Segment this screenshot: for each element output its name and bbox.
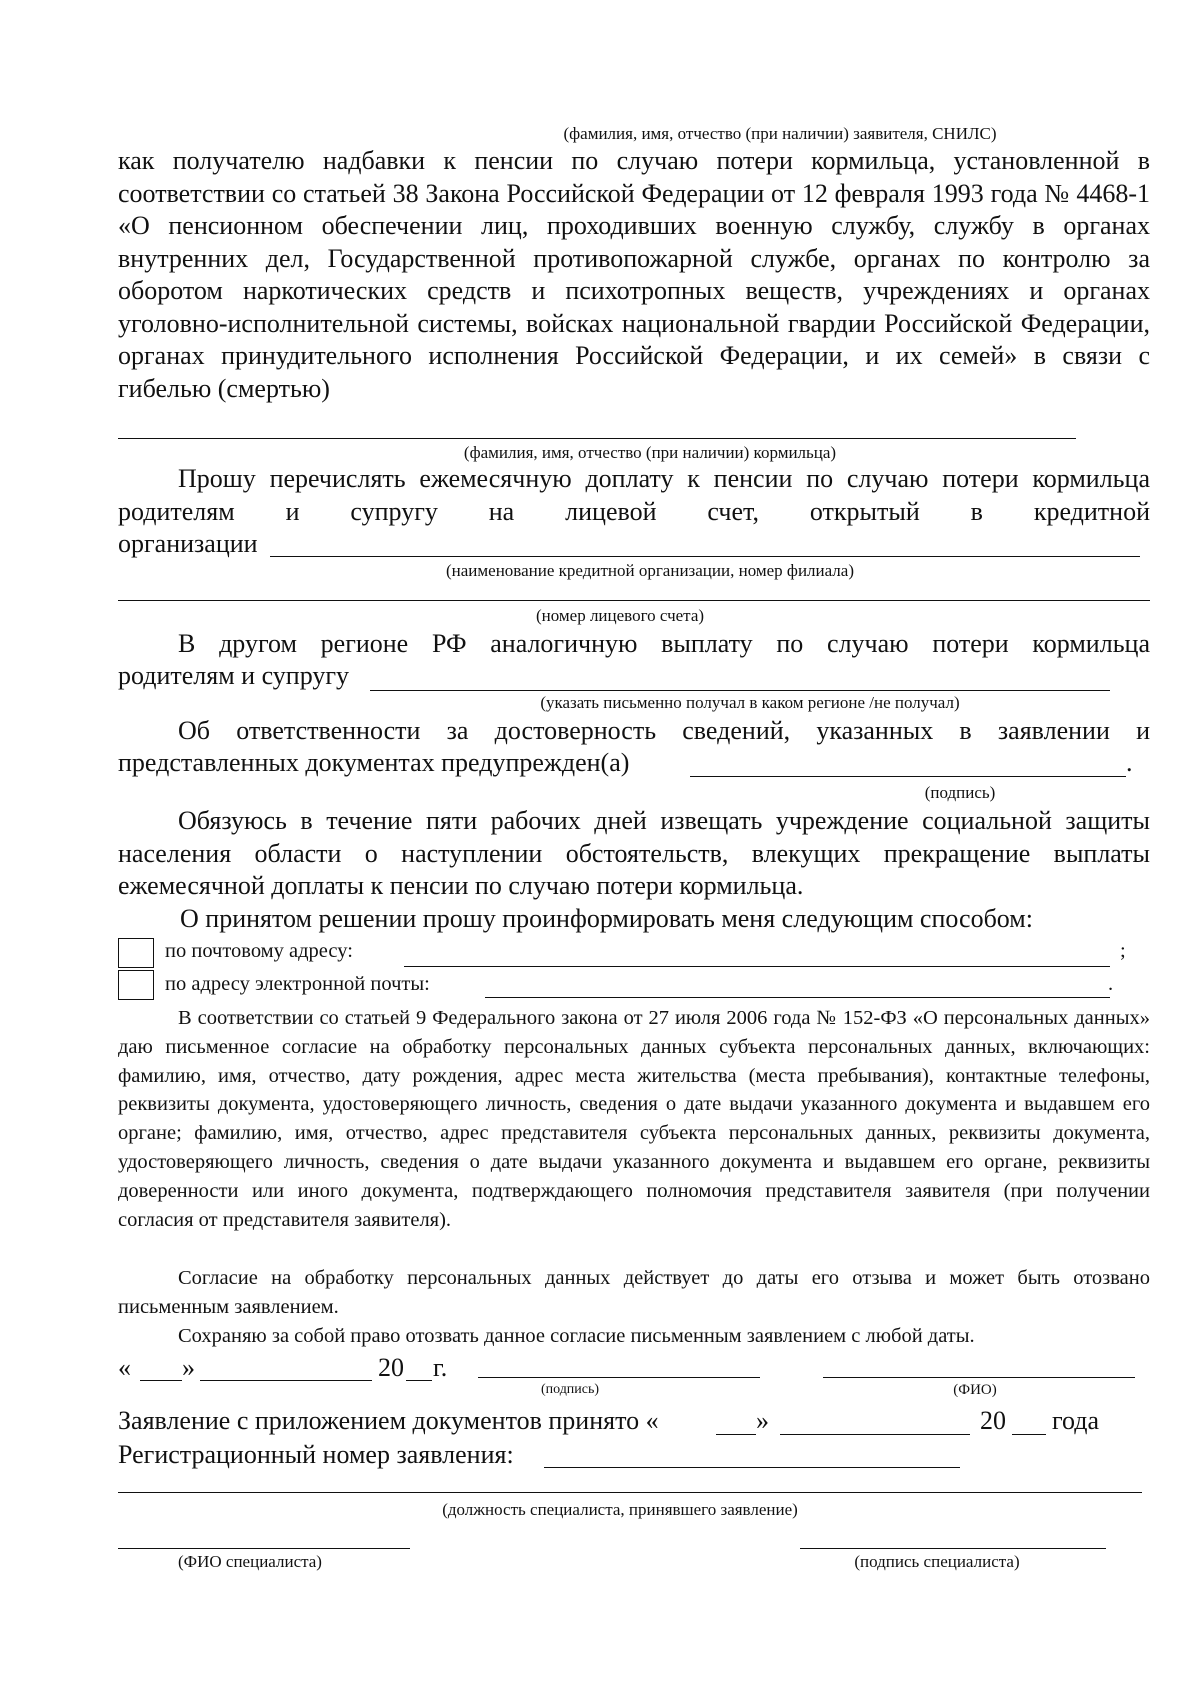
post-address-line[interactable] — [404, 966, 1110, 967]
consent-valid-text: Согласие на обработку персональных данных действует до даты его отзыва и может быть отозвано письменным заявлением. — [118, 1267, 1150, 1318]
date-close-quote: » — [182, 1353, 195, 1382]
reg-number-label: Регистрационный номер заявления: — [118, 1440, 514, 1469]
applicant-signature-line[interactable] — [478, 1377, 760, 1378]
consent-valid-block — [118, 1264, 1150, 1322]
specialist-fio-caption: (ФИО специалиста) — [178, 1552, 322, 1571]
responsibility-label: представленных документах предупрежден(а) — [118, 748, 630, 777]
account-caption: (номер лицевого счета) — [535, 606, 705, 625]
responsibility-signature-line[interactable] — [690, 776, 1126, 777]
paragraph-responsibility — [118, 715, 1150, 748]
post-checkbox[interactable] — [118, 938, 154, 968]
email-checkbox[interactable] — [118, 970, 154, 1000]
specialist-fio-line[interactable] — [118, 1548, 410, 1549]
date-year-line[interactable] — [406, 1380, 432, 1381]
other-region-label: родителям и супругу — [118, 661, 350, 690]
paragraph-recipient-text: как получателю надбавки к пенсии по случаю потери кормильца, установленной в соответствии со статьей 38 Закона Российской Федерации от 12 февраля 1993 года № 4468-1 «О пенсионном обеспечении лиц, проходивших военную службу, службу в органах внутренних дел, Государственной противопожарной службе, органах по контролю за оборотом наркотических средств и психотропных веществ, учреждениях и органах уголовно-исполнительной системы, войсках национальной гвардии Российской Федерации, органах принудительного исполнения Российской Федерации, и их семей» в связи с гибелью (смертью) — [118, 146, 1150, 403]
account-number-line[interactable] — [118, 600, 1150, 601]
applicant-fio-line[interactable] — [823, 1377, 1135, 1378]
paragraph-obligation-text: Обязуюсь в течение пяти рабочих дней извещать учреждение социальной защиты населения области о наступлении обстоятельств, влекущих прекращение выплаты ежемесячной доплаты к пенсии по случаю потери кормильца. — [118, 806, 1150, 900]
consent-revoke-block — [118, 1322, 1150, 1351]
paragraph-recipient — [118, 145, 1150, 405]
consent-block — [118, 1004, 1150, 1234]
signature-caption-2: (подпись) — [540, 1382, 600, 1397]
region-caption: (указать письменно получал в каком регионе /не получал) — [540, 693, 960, 712]
specialist-signature-line[interactable] — [800, 1548, 1106, 1549]
applicant-caption: (фамилия, имя, отчество (при наличии) заявителя, СНИЛС) — [563, 124, 997, 143]
post-label: по почтовому адресу: — [165, 940, 353, 962]
email-label: по адресу электронной почты: — [165, 973, 430, 995]
fio-caption: (ФИО) — [953, 1382, 997, 1398]
date-year-prefix: 20 — [378, 1353, 404, 1382]
signature-caption-1: (подпись) — [924, 783, 996, 802]
email-address-line[interactable] — [485, 997, 1110, 998]
paragraph-responsibility-text: Об ответственности за достоверность сведений, указанных в заявлении и — [178, 716, 1150, 745]
specialist-signature-caption: (подпись специалиста) — [854, 1552, 1020, 1571]
paragraph-obligation — [118, 805, 1150, 903]
paragraph-transfer-text: Прошу перечислять ежемесячную доплату к пенсии по случаю потери кормильца родителям и супругу на лицевой счет, открытый в кредитной — [118, 464, 1150, 526]
consent-revoke-text: Сохраняю за собой право отозвать данное согласие письменным заявлением с любой даты. — [178, 1325, 975, 1347]
accepted-year-suffix: года — [1052, 1406, 1100, 1435]
date-open-quote: « — [118, 1353, 131, 1382]
reg-number-line[interactable] — [544, 1467, 960, 1468]
accepted-day-line[interactable] — [716, 1434, 756, 1435]
position-line[interactable] — [118, 1492, 1142, 1493]
paragraph-other-region — [118, 628, 1150, 661]
accepted-year-line[interactable] — [1012, 1434, 1046, 1435]
other-region-line[interactable] — [370, 690, 1110, 691]
accepted-year-prefix: 20 — [980, 1406, 1006, 1435]
date-year-suffix: г. — [433, 1353, 448, 1382]
consent-text: В соответствии со статьей 9 Федерального закона от 27 июля 2006 года № 152-ФЗ «О персональных данных» даю письменное согласие на обработку персональных данных субъекта персональных данных, включающих: фамилию, имя, отчество, дату рождения, адрес места жительства (места пребывания), контактные телефоны, реквизиты документа, удостоверяющего личность, сведения о дате выдачи указанного документа и выдавшем его органе; фамилию, имя, отчество, адрес представителя субъекта персональных данных, реквизиты документа, удостоверяющего личность, сведения о дате выдачи указанного документа и выдавшем его органе, реквизиты доверенности или иного документа, подтверждающего полномочия представителя заявителя (при получении согласия от представителя заявителя). — [118, 1007, 1150, 1231]
date-month-line[interactable] — [200, 1380, 372, 1381]
post-semicolon: ; — [1120, 940, 1126, 962]
notify-heading: О принятом решении прошу проинформировать меня следующим способом: — [180, 904, 1033, 933]
paragraph-other-region-text: В другом регионе РФ аналогичную выплату по случаю потери кормильца — [178, 629, 1150, 658]
date-day-line[interactable] — [140, 1380, 182, 1381]
bank-name-line[interactable] — [270, 556, 1140, 557]
accepted-month-line[interactable] — [780, 1434, 970, 1435]
bank-label: организации — [118, 529, 258, 558]
position-caption: (должность специалиста, принявшего заявление) — [442, 1500, 798, 1519]
breadwinner-caption: (фамилия, имя, отчество (при наличии) кормильца) — [463, 443, 837, 462]
responsibility-dot: . — [1126, 748, 1133, 777]
breadwinner-name-line[interactable] — [118, 438, 1076, 439]
email-dot: . — [1108, 973, 1114, 995]
bank-caption: (наименование кредитной организации, номер филиала) — [445, 561, 855, 580]
accepted-close-quote: » — [756, 1406, 769, 1435]
accepted-label: Заявление с приложением документов принято « — [118, 1406, 659, 1435]
paragraph-transfer — [118, 463, 1150, 528]
